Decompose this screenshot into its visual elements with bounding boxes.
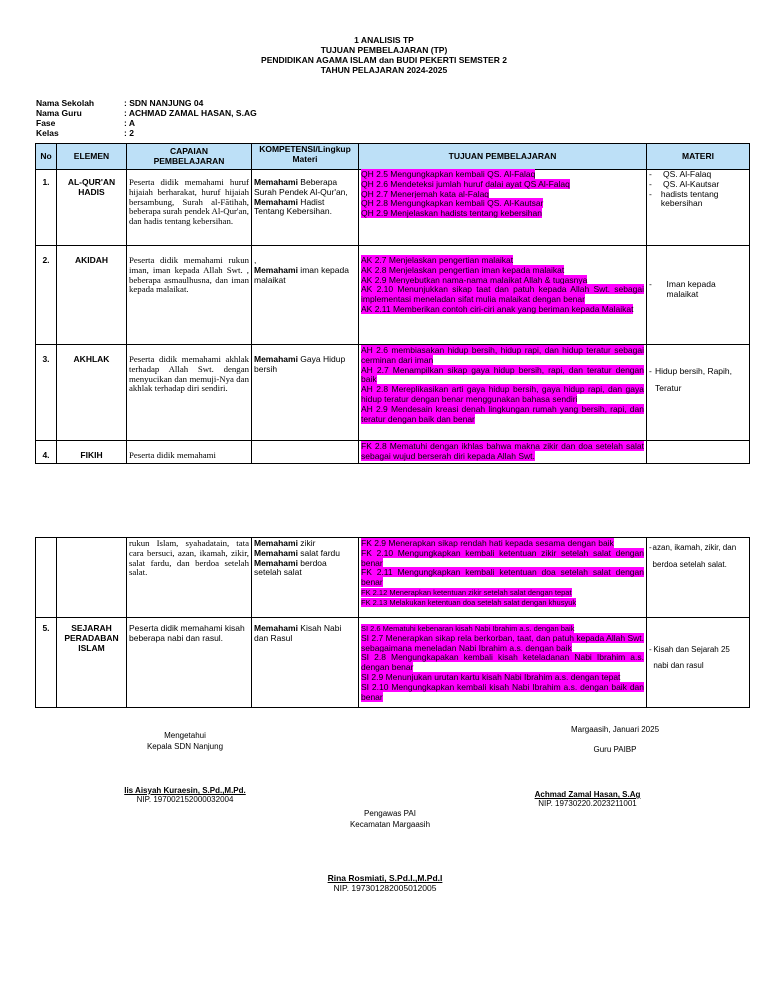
header-kompetensi: KOMPETENSI/Lingkup Materi bbox=[252, 144, 359, 170]
row-materi: - Iman kepada malaikat bbox=[647, 246, 750, 345]
row-tujuan bbox=[359, 246, 647, 345]
row-materi: - Kisah dan Sejarah 25 nabi dan rasul bbox=[647, 618, 750, 708]
row-tujuan bbox=[359, 170, 647, 246]
row-elemen: FIKIH bbox=[57, 441, 127, 464]
tp-item: QH 2.8 Mengungkapkan kembali QS. Al-Kautsar bbox=[361, 198, 544, 209]
row-no: 1. bbox=[36, 170, 57, 246]
header-materi: MATERI bbox=[647, 144, 750, 170]
tp-item: FK 2.11 Mengungkapkan kembali ketentuan doa setelah salat dengan benar bbox=[361, 567, 644, 588]
row-elemen: AKIDAH bbox=[57, 246, 127, 345]
row-kompetensi: Memahami Beberapa Surah Pendek Al-Qur'an, Memahami Hadist Tentang Kebersihan. bbox=[252, 170, 359, 246]
identity-block bbox=[36, 98, 257, 138]
tp-item: FK 2.10 Mengungkapkan kembali ketentuan zikir setelah salat dengan benar bbox=[361, 547, 644, 568]
row-capaian: Peserta didik memahami huruf hijaiah berharakat, huruf hijaiah bersambung, Surah al-Fātihah, beberapa surah pendek Al-Qur'an, dan hadis tentang kebersihan. bbox=[127, 170, 252, 246]
tp-item: AK 2.10 Menunjukkan sikap taat dan patuh kepada Allah Swt. sebagai implementasi meneladan sifat mulia malaikat dengan benar bbox=[361, 284, 644, 305]
header-line-1: 1 ANALISIS TP bbox=[354, 35, 414, 45]
table-header-row bbox=[36, 144, 750, 170]
table-row bbox=[36, 246, 750, 345]
signature-supervisor bbox=[300, 873, 470, 893]
row-materi: - azan, ikamah, zikir, dan berdoa setelah salat. bbox=[647, 538, 750, 618]
tp-item: FK 2.12 Menerapkan ketentuan zikir setelah salat dengan tepat bbox=[361, 587, 572, 597]
tp-item: FK 2.9 Menerapkan sikap rendah hati kepada sesama dengan baik bbox=[361, 538, 614, 548]
supervisor-nip: NIP. 197301282005012005 bbox=[333, 883, 437, 893]
header-line-4: TAHUN PELAJARAN 2024-2025 bbox=[320, 65, 448, 75]
info-key: Nama Sekolah bbox=[36, 98, 95, 108]
tp-item: AK 2.7 Menjelaskan pengertian malaikat bbox=[361, 255, 514, 265]
row-kompetensi: , Memahami iman kepada malaikat bbox=[252, 246, 359, 345]
row-tujuan bbox=[359, 345, 647, 441]
row-materi: - Hidup bersih, Rapih, Teratur bbox=[647, 345, 750, 441]
row-tujuan bbox=[359, 618, 647, 708]
row-capaian: Peserta didik memahami bbox=[127, 441, 252, 464]
tp-item: AK 2.11 Memberikan contoh ciri-ciri anak yang beriman kepada Malaikat bbox=[361, 303, 634, 314]
signature-supervisor-title: Pengawas PAI Kecamatan Margaasih bbox=[349, 809, 431, 829]
tp-item: AH 2.8 Mereplikasikan arti gaya hidup bersih, gaya hidup rapi, dan gaya hidup teratur dengan benar menggunakan bahasa sendiri bbox=[361, 384, 644, 404]
row-kompetensi: Memahami zikir Memahami salat fardu Memahami berdoa setelah salat bbox=[252, 538, 359, 618]
row-no bbox=[36, 538, 57, 618]
tp-item: SI 2.9 Menunjukan urutan kartu kisah Nabi Ibrahim a.s. dengan tepat bbox=[361, 671, 621, 682]
tp-table-page-2 bbox=[35, 537, 750, 708]
header-no: No bbox=[36, 144, 57, 170]
principal-nip: NIP. 197002152000032004 bbox=[136, 795, 234, 804]
tp-item: SI 2.8 Mengungkapakan kembali kisah keteladanan Nabi Ibrahim a.s. dengan benar bbox=[361, 652, 644, 673]
row-elemen bbox=[57, 538, 127, 618]
tp-item: SI 2.7 Menerapkan sikap rela berkorban, taat, dan patuh kepada Allah Swt. sebagaimana meneladan Nabi Ibrahim a.s. dengan baik bbox=[361, 632, 644, 653]
row-no: 2. bbox=[36, 246, 57, 345]
row-kompetensi bbox=[252, 441, 359, 464]
tp-item: FK 2.8 Mematuhi dengan ikhlas bahwa makna zikir dan doa setelah salat sebagai wujud berserah diri kepada Allah Swt. bbox=[361, 441, 644, 461]
info-key: Nama Guru bbox=[36, 108, 82, 118]
table-row bbox=[36, 538, 750, 618]
table-row bbox=[36, 170, 750, 246]
tp-item: AH 2.6 membiasakan hidup bersih, hidup rapi, dan hidup teratur sebagai cerminan dari iman bbox=[361, 345, 644, 365]
tp-item: FK 2.13 Melakukan ketentuan doa setelah salat dengan khusyuk bbox=[361, 597, 577, 607]
tp-item: QH 2.7 Menerjemah kata al-Falaq bbox=[361, 188, 490, 199]
header-elemen: ELEMEN bbox=[57, 144, 127, 170]
tp-item: QH 2.9 Menjelaskan hadists tentang kebersihan bbox=[361, 208, 542, 219]
tp-item: AK 2.8 Menjelaskan pengertian iman kepada malaikat bbox=[361, 264, 565, 275]
signature-principal bbox=[95, 786, 275, 804]
row-capaian: Peserta didik memahami kisah beberapa nabi dan rasul. bbox=[127, 618, 252, 708]
tp-item: SI 2.10 Mengungkapkan kembali kisah Nabi Ibrahim a.s. dengan baik dan benar bbox=[361, 681, 644, 702]
tp-item: AH 2.7 Menampilkan sikap gaya hidup bersih, rapi, dan teratur dengan baik bbox=[361, 364, 644, 385]
teacher-name: Achmad Zamal Hasan, S.Ag bbox=[534, 790, 641, 799]
row-elemen: AL-QUR'AN HADIS bbox=[57, 170, 127, 246]
row-no: 4. bbox=[36, 441, 57, 464]
row-elemen: AKHLAK bbox=[57, 345, 127, 441]
tp-item: QH 2.5 Mengungkapkan kembali QS. Al-Falaq bbox=[361, 169, 536, 179]
row-no: 3. bbox=[36, 345, 57, 441]
info-value: : SDN NANJUNG 04 bbox=[124, 98, 204, 108]
row-no: 5. bbox=[36, 618, 57, 708]
row-tujuan bbox=[359, 441, 647, 464]
signature-teacher-title: Margaasih, Januari 2025 Guru PAIBP bbox=[570, 725, 660, 754]
supervisor-name: Rina Rosmiati, S.Pd.I.,M.Pd.I bbox=[327, 873, 443, 883]
signature-teacher bbox=[500, 790, 675, 808]
info-value: : ACHMAD ZAMAL HASAN, S.AG bbox=[124, 108, 257, 118]
table-row bbox=[36, 618, 750, 708]
row-kompetensi: Memahami Gaya Hidup bersih bbox=[252, 345, 359, 441]
info-value: : 2 bbox=[124, 128, 134, 138]
tp-item: AH 2.9 Mendesain kreasi denah lingkungan rumah yang bersih, rapi, dan teratur dengan baik dan benar bbox=[361, 403, 644, 424]
row-kompetensi: Memahami Kisah Nabi dan Rasul bbox=[252, 618, 359, 708]
table-row bbox=[36, 345, 750, 441]
tp-item: SI 2.6 Mematuhi kebenaran kisah Nabi Ibrahim a.s. dengan baik bbox=[361, 624, 575, 633]
header-tujuan: TUJUAN PEMBELAJARAN bbox=[359, 144, 647, 170]
row-elemen: SEJARAH PERADABAN ISLAM bbox=[57, 618, 127, 708]
principal-name: Iis Aisyah Kuraesin, S.Pd.,M.Pd. bbox=[124, 786, 246, 795]
signature-principal-title: Mengetahui Kepala SDN Nanjung bbox=[146, 731, 224, 751]
tp-table-page-1 bbox=[35, 143, 750, 464]
row-tujuan bbox=[359, 538, 647, 618]
tp-item: QH 2.6 Mendeteksi jumlah huruf dalai ayat QS Al-Falaq bbox=[361, 178, 570, 189]
row-capaian: Peserta didik memahami rukun iman, iman kepada Allah Swt. , beberapa asmaulhusna, dan iman kepada malaikat. bbox=[127, 246, 252, 345]
header-capaian: CAPAIAN PEMBELAJARAN bbox=[127, 144, 252, 170]
header-line-3: PENDIDIKAN AGAMA ISLAM dan BUDI PEKERTI SEMSTER 2 bbox=[261, 55, 507, 65]
info-key: Fase bbox=[36, 118, 56, 128]
info-value: : A bbox=[124, 118, 136, 128]
row-materi: - QS. Al-Falaq - QS. Al-Kautsar - hadists tentang kebersihan bbox=[647, 170, 750, 246]
teacher-nip: NIP. 19730220.2023211001 bbox=[538, 799, 637, 808]
document-header bbox=[0, 35, 768, 75]
info-key: Kelas bbox=[36, 128, 59, 138]
table-row bbox=[36, 441, 750, 464]
header-line-2: TUJUAN PEMBELAJARAN (TP) bbox=[320, 45, 448, 55]
tp-item: AK 2.9 Menyebutkan nama-nama malaikat Allah & tugasnya bbox=[361, 274, 588, 285]
row-materi bbox=[647, 441, 750, 464]
row-capaian: rukun Islam, syahadatain, tata cara bersuci, azan, ikamah, zikir, salat fardu, dan berdoa setelah salat. bbox=[127, 538, 252, 618]
row-capaian: Peserta didik memahami akhlak terhadap Allah Swt. dengan menyucikan dan memuji-Nya dan akhlak terhadap diri sendiri. bbox=[127, 345, 252, 441]
